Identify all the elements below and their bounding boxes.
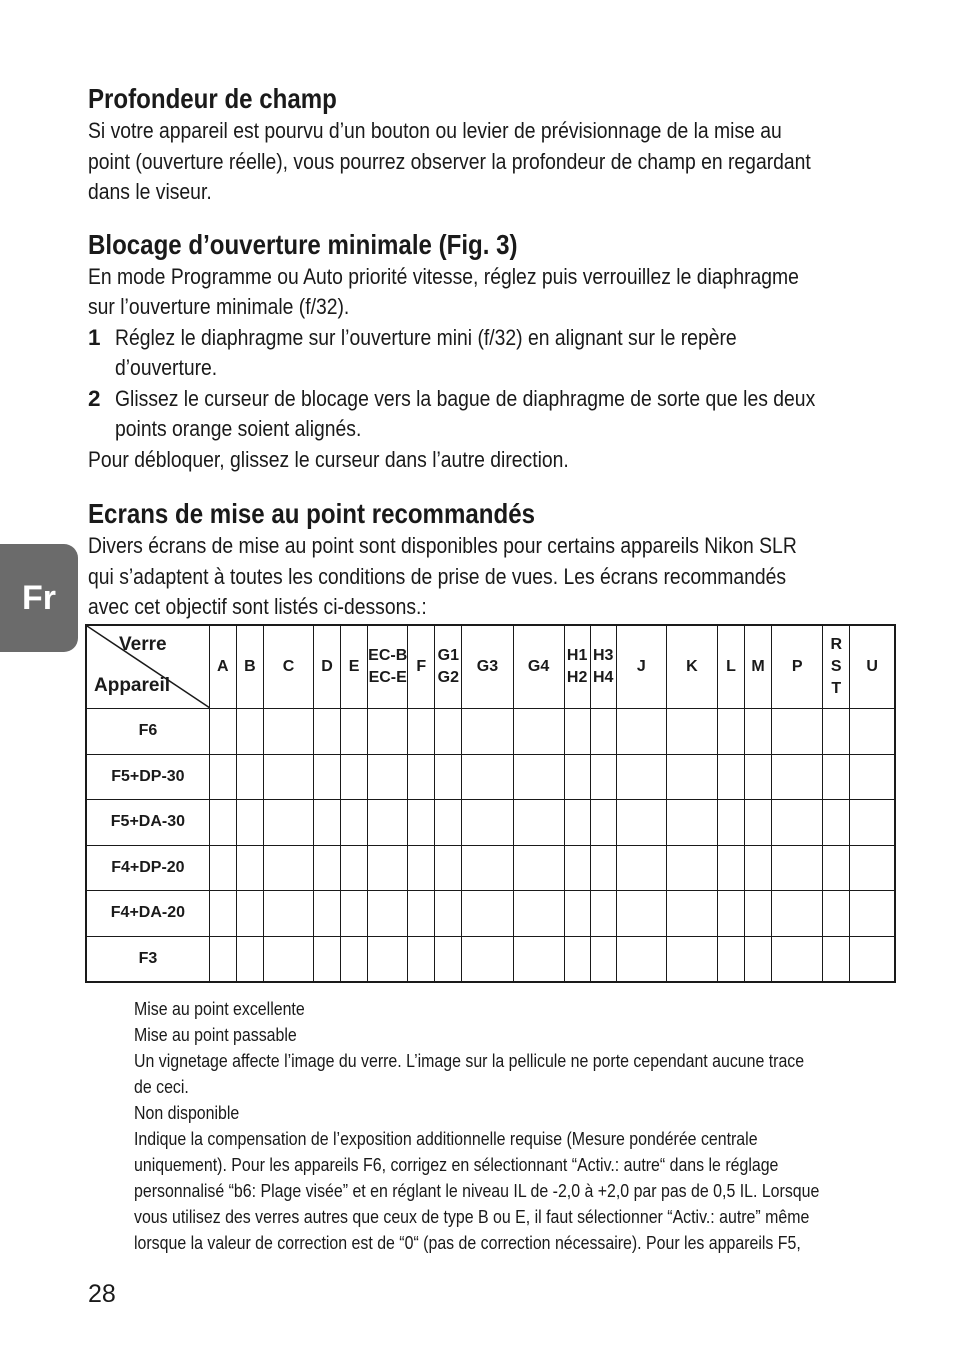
table-cell [209, 845, 236, 891]
column-header-text: G4 [527, 658, 550, 675]
table-cell [341, 754, 368, 800]
paragraph [88, 445, 898, 476]
camera-label: F4+DA-20 [86, 891, 209, 937]
table-cell [616, 845, 666, 891]
table-cell [209, 709, 236, 755]
table-cell [666, 936, 717, 982]
table-cell [616, 936, 666, 982]
paragraph [88, 116, 898, 208]
text-line: En mode Programme ou Auto priorité vitesse, réglez puis verrouillez le diaphragme [88, 263, 799, 289]
table-cell [341, 891, 368, 937]
table-cell [850, 936, 895, 982]
column-header [341, 625, 368, 709]
table-cell [717, 891, 744, 937]
table-row [86, 709, 895, 755]
table-cell [236, 891, 263, 937]
text-line: Un vignetage affecte l’image du verre. L’image sur la pellicule ne porte cependant aucune trace [134, 1050, 805, 1071]
table-cell [772, 936, 823, 982]
table-cell [590, 800, 616, 846]
text-line: avec cet objectif sont listés ci-dessons.: [88, 594, 427, 619]
text-line: sur l’ouverture minimale (f/32). [88, 294, 350, 319]
column-header [408, 625, 435, 709]
column-header-text: EC-B [368, 647, 408, 664]
column-header-text: R [830, 636, 843, 653]
table-cell [263, 845, 313, 891]
language-tab: Fr [0, 544, 78, 652]
legend-item [134, 996, 879, 1022]
table-cell [513, 936, 564, 982]
table-cell [435, 891, 462, 937]
table-cell [850, 891, 895, 937]
column-header-text: G2 [437, 669, 460, 686]
table-cell [717, 845, 744, 891]
table-cell [564, 709, 590, 755]
section-title: Ecrans de mise au point recommandés [88, 498, 535, 529]
paragraph [88, 262, 898, 323]
column-header-text: P [791, 658, 803, 675]
table-cell [850, 845, 895, 891]
step-1 [88, 323, 898, 384]
table-cell [666, 891, 717, 937]
column-header-text: E [348, 658, 360, 675]
table-cell [314, 845, 341, 891]
column-header-text: H2 [566, 669, 588, 686]
table-cell [717, 754, 744, 800]
text-line: Glissez le curseur de blocage vers la bague de diaphragme de sorte que les deux [115, 385, 816, 411]
legend-notes [134, 996, 879, 1256]
table-cell [823, 891, 850, 937]
text-line: Indique la compensation de l’exposition additionnelle requise (Mesure pondérée centrale [134, 1128, 758, 1149]
table-cell [823, 845, 850, 891]
column-header [263, 625, 313, 709]
step-number: 2 [88, 385, 101, 411]
table-cell [236, 709, 263, 755]
table-cell [616, 754, 666, 800]
table-cell [564, 845, 590, 891]
camera-label: F3 [86, 936, 209, 982]
table-cell [341, 936, 368, 982]
column-header [435, 625, 462, 709]
column-header [666, 625, 717, 709]
text-line: de ceci. [134, 1076, 189, 1097]
column-header [314, 625, 341, 709]
table-cell [263, 936, 313, 982]
table-cell [408, 845, 435, 891]
table-row [86, 845, 895, 891]
focusing-screen-table [85, 624, 896, 983]
column-header [590, 625, 616, 709]
column-header-text: U [866, 658, 878, 675]
column-header [368, 625, 408, 709]
table-cell [850, 709, 895, 755]
table-cell [314, 891, 341, 937]
table-cell [435, 709, 462, 755]
column-header [236, 625, 263, 709]
table-cell [314, 754, 341, 800]
table-cell [368, 800, 408, 846]
column-header-text: G3 [476, 658, 499, 675]
table-cell [462, 800, 513, 846]
table-cell [564, 754, 590, 800]
table-cell [236, 845, 263, 891]
table-cell [717, 800, 744, 846]
table-cell [564, 891, 590, 937]
column-header-text: S [830, 658, 842, 675]
column-header [564, 625, 590, 709]
table-cell [823, 754, 850, 800]
table-cell [209, 891, 236, 937]
camera-label: F5+DP-30 [86, 754, 209, 800]
table-row [86, 891, 895, 937]
table-cell [209, 754, 236, 800]
column-header [772, 625, 823, 709]
corner-label-verre: Verre [119, 634, 167, 655]
table-cell [341, 800, 368, 846]
camera-label: F5+DA-30 [86, 800, 209, 846]
table-cell [513, 800, 564, 846]
column-header-text: K [686, 658, 698, 675]
column-header [850, 625, 895, 709]
table-row [86, 936, 895, 982]
table-cell [616, 800, 666, 846]
table-cell [408, 709, 435, 755]
table-cell [435, 754, 462, 800]
table-cell [745, 936, 772, 982]
table-cell [850, 800, 895, 846]
column-header-text: D [321, 658, 333, 675]
table-cell [717, 936, 744, 982]
table-cell [772, 891, 823, 937]
table-cell [590, 754, 616, 800]
table-cell [236, 754, 263, 800]
table-cell [616, 709, 666, 755]
table-cell [513, 754, 564, 800]
column-header [823, 625, 850, 709]
table-cell [513, 709, 564, 755]
table-cell [341, 845, 368, 891]
table-cell [772, 800, 823, 846]
text-line: personnalisé “b6: Plage visée” et en réglant le niveau IL de -2,0 à +2,0 par pas de 0,5 IL. Lorsque [134, 1180, 820, 1201]
table-cell [408, 891, 435, 937]
legend-item [134, 1100, 879, 1126]
column-header [513, 625, 564, 709]
table-cell [368, 754, 408, 800]
table-cell [435, 800, 462, 846]
table-cell [263, 800, 313, 846]
column-header [717, 625, 744, 709]
table-cell [236, 800, 263, 846]
table-cell [717, 709, 744, 755]
unlock-note: Pour débloquer, glissez le curseur dans l’autre direction. [88, 446, 569, 472]
legend-item [134, 1022, 879, 1048]
table-cell [513, 845, 564, 891]
text-line: dans le viseur. [88, 179, 212, 204]
section-aperture-lock [88, 228, 898, 476]
table-header-row [86, 625, 895, 709]
column-header-text: EC-E [368, 669, 407, 686]
table-cell [462, 845, 513, 891]
table-cell [435, 936, 462, 982]
column-header-text: G1 [437, 647, 460, 664]
table-cell [590, 936, 616, 982]
text-line: Si votre appareil est pourvu d’un bouton ou levier de prévisionnage de la mise au [88, 118, 782, 143]
text-line: Réglez le diaphragme sur l’ouverture mini (f/32) en alignant sur le repère [115, 324, 737, 350]
text-line: Divers écrans de mise au point sont disponibles pour certains appareils Nikon SLR [88, 533, 797, 558]
table-cell [666, 845, 717, 891]
text-line: vous utilisez des verres autres que ceux de type B ou E, il faut sélectionner “Activ.: autre” même [134, 1206, 810, 1227]
column-header-text: M [751, 658, 765, 675]
camera-label: F6 [86, 709, 209, 755]
text-line: point (ouverture réelle), vous pourrez observer la profondeur de champ en regardant [88, 148, 811, 174]
legend-item [134, 1048, 879, 1100]
section-title: Blocage d’ouverture minimale (Fig. 3) [88, 228, 518, 260]
section-depth-of-field [88, 82, 898, 208]
table-cell [263, 891, 313, 937]
text-line: Mise au point passable [134, 1024, 297, 1045]
step-2 [88, 384, 898, 445]
text-line: lorsque la valeur de correction est de “0“ (pas de correction nécessaire). Pour les appareils F5, [134, 1232, 801, 1253]
column-header [462, 625, 513, 709]
page-number: 28 [88, 1280, 116, 1308]
table-cell [341, 709, 368, 755]
column-header-text: C [282, 658, 295, 675]
table-cell [590, 845, 616, 891]
text-line: uniquement). Pour les appareils F6, corrigez en sélectionnant “Activ.: autre“ dans le réglage [134, 1154, 779, 1175]
table-cell [462, 936, 513, 982]
column-header-text: H3 [592, 647, 614, 664]
legend-item [134, 1126, 879, 1256]
table-cell [850, 754, 895, 800]
table-cell [745, 845, 772, 891]
step-number: 1 [88, 324, 101, 350]
table-cell [745, 891, 772, 937]
section-focusing-screens [88, 497, 898, 623]
text-line: qui s’adaptent à toutes les conditions de prise de vues. Les écrans recommandés [88, 563, 787, 589]
table-cell [368, 891, 408, 937]
table-cell [616, 891, 666, 937]
table-cell [236, 936, 263, 982]
column-header-text: L [726, 658, 736, 675]
column-header-text: T [831, 680, 842, 697]
table-cell [435, 845, 462, 891]
table-cell [263, 754, 313, 800]
table-cell [462, 709, 513, 755]
table-cell [564, 936, 590, 982]
table-row [86, 800, 895, 846]
camera-label: F4+DP-20 [86, 845, 209, 891]
table-cell [745, 754, 772, 800]
text-line: d’ouverture. [115, 355, 218, 380]
column-header-text: H1 [566, 647, 588, 664]
table-cell [772, 709, 823, 755]
table-cell [368, 936, 408, 982]
column-header-text: H4 [592, 669, 614, 686]
table-cell [408, 754, 435, 800]
table-cell [564, 800, 590, 846]
table-cell [823, 709, 850, 755]
column-header-text: J [636, 658, 646, 675]
table-cell [314, 709, 341, 755]
column-header [745, 625, 772, 709]
table-cell [314, 936, 341, 982]
table-cell [772, 845, 823, 891]
table-cell [590, 891, 616, 937]
table-cell [666, 800, 717, 846]
table-cell [745, 709, 772, 755]
column-header-text: A [217, 658, 229, 675]
section-title: Profondeur de champ [88, 83, 337, 114]
table-cell [666, 754, 717, 800]
table-corner-cell [86, 625, 209, 709]
paragraph [88, 531, 898, 623]
table-cell [368, 845, 408, 891]
table-cell [772, 754, 823, 800]
table-cell [314, 800, 341, 846]
table-cell [408, 800, 435, 846]
column-header [209, 625, 236, 709]
corner-label-appareil: Appareil [94, 675, 171, 696]
table-cell [209, 800, 236, 846]
column-header [616, 625, 666, 709]
table-cell [823, 936, 850, 982]
table-cell [590, 709, 616, 755]
column-header-text: B [244, 658, 256, 675]
main-content [88, 82, 898, 623]
table-cell [462, 891, 513, 937]
table-cell [666, 709, 717, 755]
column-header-text: F [416, 658, 427, 675]
table-cell [823, 800, 850, 846]
table-cell [408, 936, 435, 982]
table-cell [263, 709, 313, 755]
text-line: points orange soient alignés. [115, 416, 362, 441]
table-cell [462, 754, 513, 800]
table-cell [745, 800, 772, 846]
table-cell [368, 709, 408, 755]
table-cell [513, 891, 564, 937]
table-cell [209, 936, 236, 982]
text-line: Mise au point excellente [134, 998, 305, 1019]
table-row [86, 754, 895, 800]
text-line: Non disponible [134, 1102, 240, 1123]
